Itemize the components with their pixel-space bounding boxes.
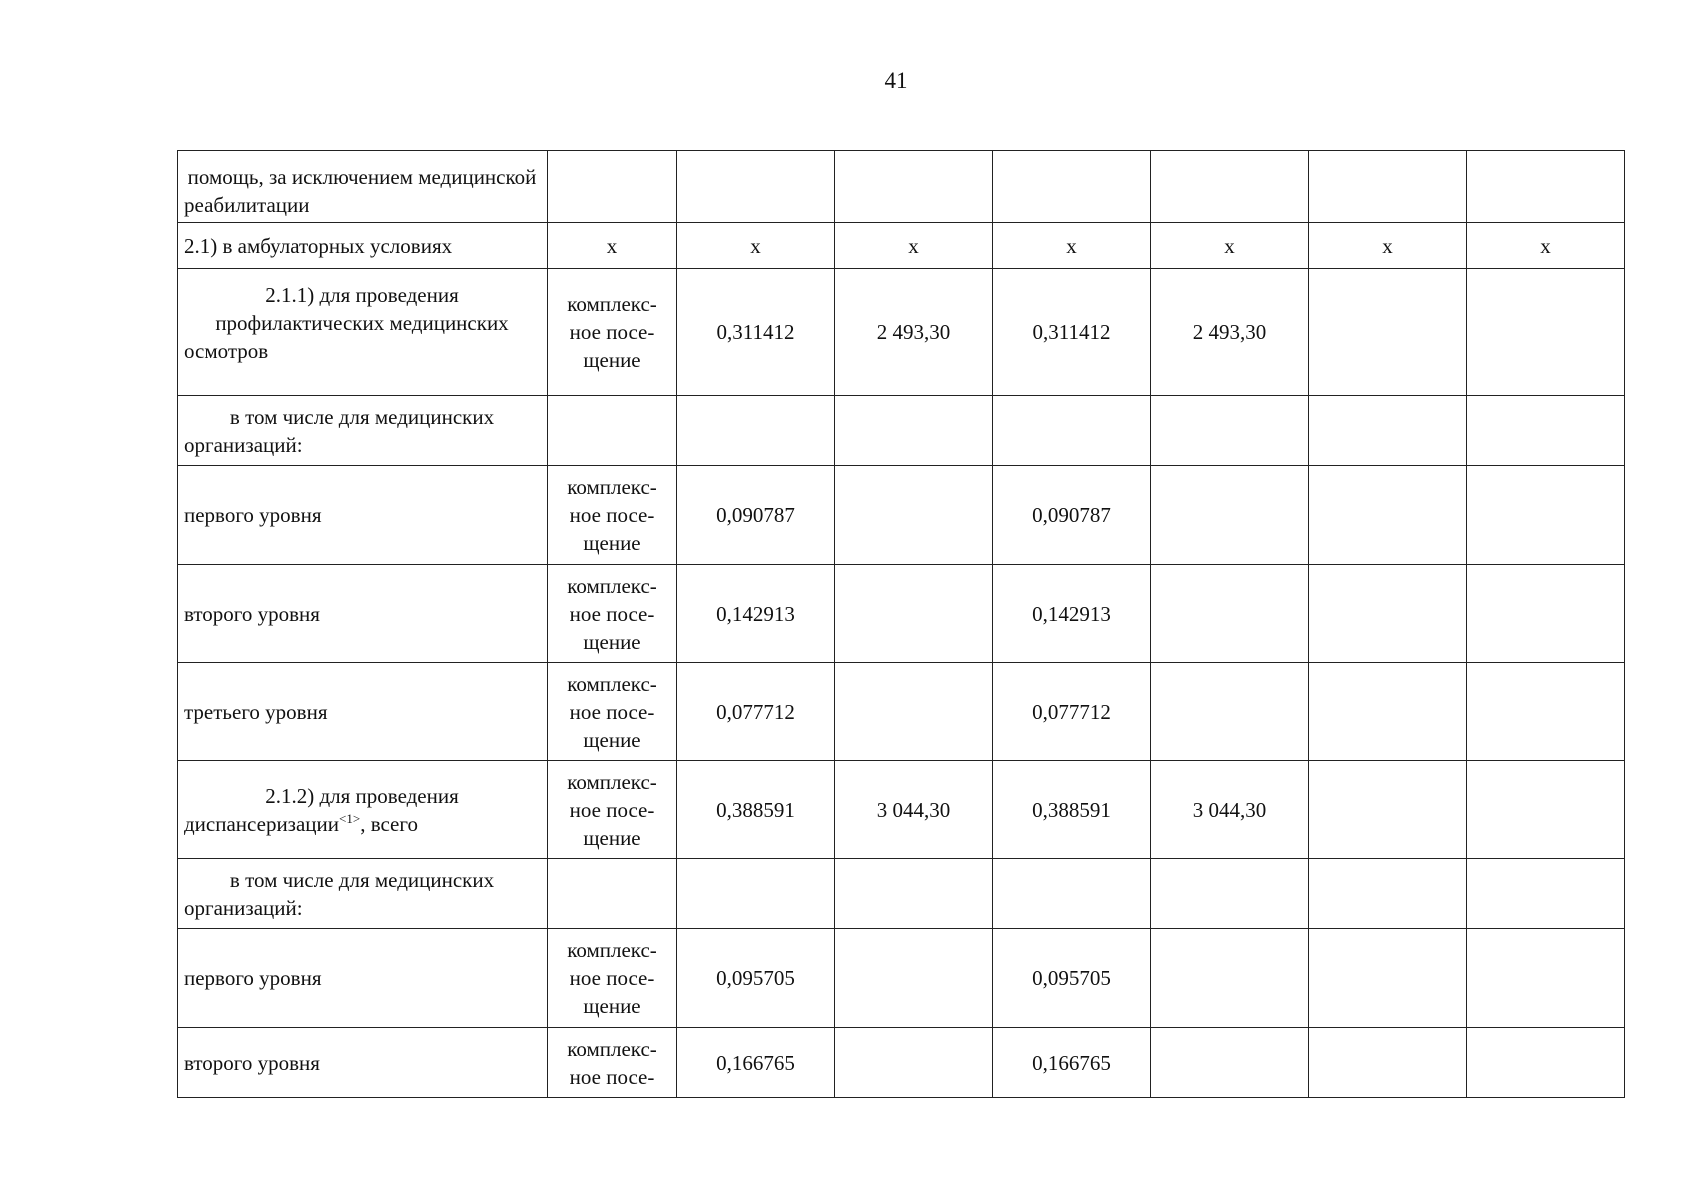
value-cell xyxy=(1151,929,1309,1028)
row-name: помощь, за исключением медицинской реабилитации xyxy=(184,165,537,217)
unit-line: щение xyxy=(583,531,641,555)
value-cell xyxy=(835,466,993,565)
value-cell xyxy=(1151,565,1309,663)
value-cell xyxy=(1467,663,1625,761)
value-cell xyxy=(1309,761,1467,859)
row-name-cell xyxy=(178,396,548,466)
value-cell xyxy=(1309,396,1467,466)
unit-line: комплекс- xyxy=(567,671,657,696)
value-cell xyxy=(1309,151,1467,223)
value-cell: 0,166765 xyxy=(993,1028,1151,1098)
row-name-cell xyxy=(178,859,548,929)
value-cell xyxy=(1467,466,1625,565)
table-row xyxy=(178,223,1625,269)
row-name: третьего уровня xyxy=(184,699,328,724)
unit-line: щение xyxy=(583,727,641,752)
value-cell: 0,142913 xyxy=(993,565,1151,663)
value-cell: 3 044,30 xyxy=(835,761,993,859)
row-name: в том числе для медицинских организаций: xyxy=(184,867,495,920)
data-table xyxy=(177,150,1625,1098)
value-cell xyxy=(1151,1028,1309,1098)
row-name-cell xyxy=(178,761,548,859)
value-cell: х xyxy=(835,223,993,269)
unit-line: ное посе- xyxy=(569,1064,655,1089)
value-cell xyxy=(1467,565,1625,663)
value-cell: 0,090787 xyxy=(993,466,1151,565)
value-cell xyxy=(677,396,835,466)
value-cell xyxy=(1309,1028,1467,1098)
value-cell xyxy=(1467,269,1625,396)
value-cell xyxy=(835,663,993,761)
table-row xyxy=(178,1028,1625,1098)
unit-line: ное посе- xyxy=(569,699,655,724)
value-cell xyxy=(1151,396,1309,466)
unit-line: комплекс- xyxy=(567,769,657,794)
table-row xyxy=(178,929,1625,1028)
value-cell xyxy=(1467,396,1625,466)
table-row xyxy=(178,396,1625,466)
value-cell: 0,077712 xyxy=(677,663,835,761)
row-name-cell xyxy=(178,151,548,223)
unit-cell xyxy=(548,859,677,929)
unit-line: щение xyxy=(583,348,641,372)
value-cell: 0,311412 xyxy=(677,269,835,396)
value-cell: 0,090787 xyxy=(677,466,835,565)
value-cell xyxy=(835,859,993,929)
unit-cell xyxy=(548,269,677,396)
unit-cell xyxy=(548,761,677,859)
value-cell xyxy=(835,565,993,663)
unit-cell xyxy=(548,663,677,761)
row-name: в том числе для медицинских организаций: xyxy=(184,404,495,457)
unit-cell xyxy=(548,1028,677,1098)
unit-line: щение xyxy=(583,825,641,850)
value-cell xyxy=(993,151,1151,223)
table-row xyxy=(178,565,1625,663)
value-cell: х xyxy=(1151,223,1309,269)
row-name-cell xyxy=(178,466,548,565)
value-cell xyxy=(835,929,993,1028)
value-cell xyxy=(1309,269,1467,396)
unit-line: ное посе- xyxy=(569,320,655,344)
value-cell: 2 493,30 xyxy=(1151,269,1309,396)
unit-line: комплекс- xyxy=(567,1036,657,1061)
unit-line: комплекс- xyxy=(567,475,657,499)
unit-line: комплекс- xyxy=(567,292,657,316)
value-cell xyxy=(1309,466,1467,565)
value-cell xyxy=(1467,1028,1625,1098)
value-cell xyxy=(677,151,835,223)
unit-cell xyxy=(548,223,677,269)
unit-line: ное посе- xyxy=(569,966,655,990)
unit-line: щение xyxy=(583,994,641,1018)
value-cell xyxy=(1467,761,1625,859)
value-cell: 0,095705 xyxy=(993,929,1151,1028)
unit-cell xyxy=(548,929,677,1028)
row-name-cell xyxy=(178,929,548,1028)
value-cell xyxy=(1309,859,1467,929)
footnote-ref: <1> xyxy=(339,810,361,826)
value-cell xyxy=(1151,151,1309,223)
table-row xyxy=(178,761,1625,859)
value-cell: 2 493,30 xyxy=(835,269,993,396)
value-cell xyxy=(993,859,1151,929)
unit-cell xyxy=(548,466,677,565)
value-cell: х xyxy=(1467,223,1625,269)
row-name-cell xyxy=(178,223,548,269)
value-cell: 0,388591 xyxy=(993,761,1151,859)
value-cell: 0,311412 xyxy=(993,269,1151,396)
unit-line: х xyxy=(606,233,618,258)
row-name-cell xyxy=(178,565,548,663)
value-cell: х xyxy=(1309,223,1467,269)
unit-line: комплекс- xyxy=(567,938,657,962)
value-cell: 3 044,30 xyxy=(1151,761,1309,859)
value-cell xyxy=(1467,929,1625,1028)
row-name-cell xyxy=(178,663,548,761)
row-name: 2.1.2) для проведения диспансеризации xyxy=(184,783,459,836)
value-cell xyxy=(835,151,993,223)
unit-line: ное посе- xyxy=(569,797,655,822)
value-cell xyxy=(1151,663,1309,761)
row-name: первого уровня xyxy=(184,503,322,527)
row-name: второго уровня xyxy=(184,1050,320,1075)
row-name: второго уровня xyxy=(184,601,320,626)
value-cell: х xyxy=(677,223,835,269)
row-name: первого уровня xyxy=(184,966,322,990)
value-cell xyxy=(677,859,835,929)
unit-line: комплекс- xyxy=(567,573,657,598)
unit-cell xyxy=(548,151,677,223)
value-cell xyxy=(1151,466,1309,565)
value-cell xyxy=(1151,859,1309,929)
unit-line: ное посе- xyxy=(569,503,655,527)
value-cell xyxy=(1467,859,1625,929)
value-cell: 0,077712 xyxy=(993,663,1151,761)
value-cell xyxy=(1309,663,1467,761)
value-cell xyxy=(835,1028,993,1098)
unit-cell xyxy=(548,565,677,663)
value-cell: 0,095705 xyxy=(677,929,835,1028)
value-cell xyxy=(1309,565,1467,663)
unit-cell xyxy=(548,396,677,466)
value-cell: 0,388591 xyxy=(677,761,835,859)
value-cell xyxy=(993,396,1151,466)
value-cell xyxy=(835,396,993,466)
value-cell: 0,142913 xyxy=(677,565,835,663)
value-cell xyxy=(1467,151,1625,223)
row-name-suffix: , всего xyxy=(360,811,418,836)
page-number: 41 xyxy=(884,68,908,93)
table-row xyxy=(178,466,1625,565)
row-name: 2.1.1) для проведения профилактических медицинских осмотров xyxy=(184,283,509,363)
value-cell: 0,166765 xyxy=(677,1028,835,1098)
table-row xyxy=(178,859,1625,929)
unit-line: ное посе- xyxy=(569,601,655,626)
table-row xyxy=(178,269,1625,396)
table-row xyxy=(178,151,1625,223)
row-name-cell xyxy=(178,1028,548,1098)
unit-line: щение xyxy=(583,629,641,654)
value-cell xyxy=(1309,929,1467,1028)
value-cell: х xyxy=(993,223,1151,269)
row-name-cell xyxy=(178,269,548,396)
row-name: 2.1) в амбулаторных условиях xyxy=(184,233,453,258)
table-row xyxy=(178,663,1625,761)
